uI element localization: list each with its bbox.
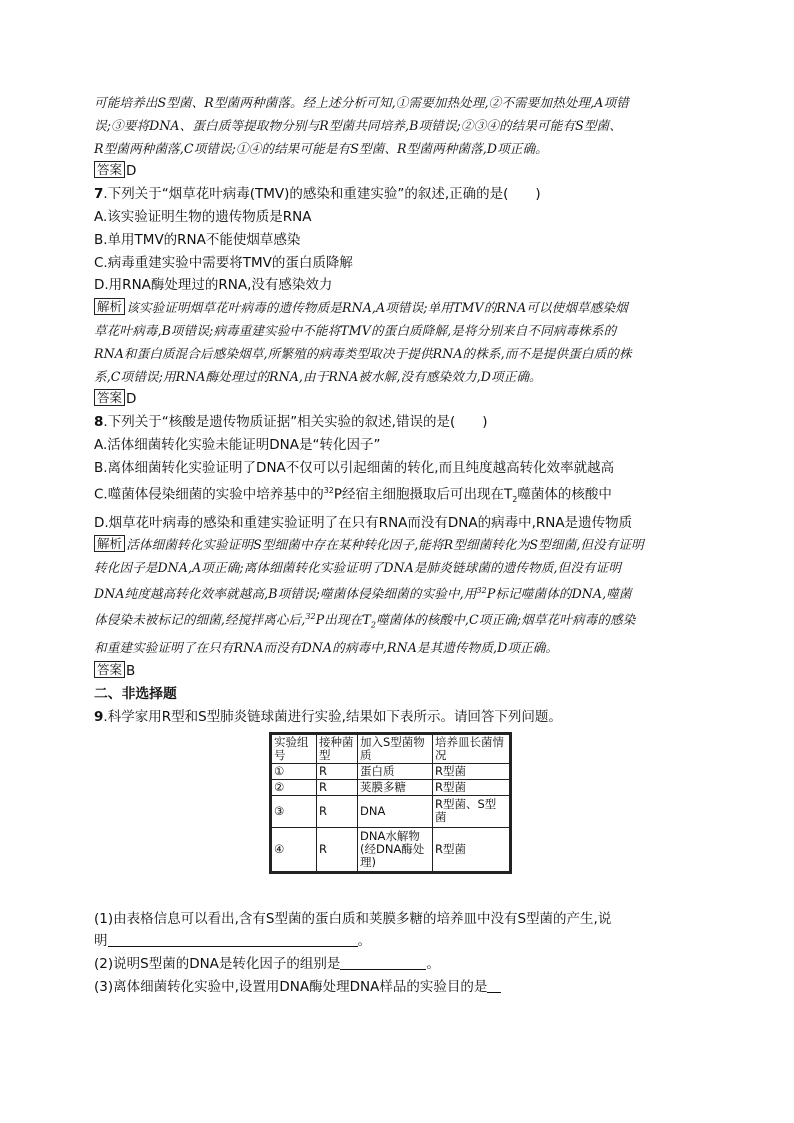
explanation-tag: 解析 — [94, 535, 125, 552]
q8-answer — [94, 660, 704, 683]
q7-explanation-line: 草花叶病毒,B项错误;病毒重建实验中不能将TMV的蛋白质降解,是将分别来自不同病毒株系的 — [94, 322, 617, 338]
table-row — [272, 763, 510, 779]
superscript: 32 — [476, 585, 487, 595]
table-header-cell: 加入S型菌物质 — [358, 734, 433, 763]
q9-sub1-continued — [94, 930, 704, 953]
answer-tag: 答案 — [94, 661, 125, 678]
table-row — [272, 827, 510, 871]
prev-explanation — [94, 92, 704, 160]
q7-option-d: D.用RNA酶处理过的RNA,没有感染效力 — [94, 277, 333, 294]
answer-blank[interactable] — [340, 955, 426, 970]
q8-explanation-line: 转化因子是DNA,A项正确;离体细菌转化实验证明了DNA是肺炎链球菌的遗传物质,但没有证明 — [94, 560, 622, 576]
q7-explanation-line — [94, 297, 704, 320]
q8-option-c — [94, 480, 704, 512]
table-cell: R — [317, 763, 358, 779]
q8-explanation-line — [94, 534, 704, 557]
table-cell: R型菌 — [433, 779, 510, 795]
section-heading: 二、非选择题 — [94, 686, 177, 702]
table-cell: ① — [272, 763, 317, 779]
q8-number: 8 — [94, 414, 104, 431]
q8-option-b: B.离体细菌转化实验证明了DNA不仅可以引起细菌的转化,而且纯度越高转化效率就越高 — [94, 459, 615, 476]
q8-option-d: D.烟草花叶病毒的感染和重建实验证明了在只有RNA而没有DNA的病毒中,RNA是遗传物质 — [94, 514, 633, 531]
q7-answer — [94, 388, 704, 411]
table-cell: DNA水解物(经DNA酶处理) — [358, 827, 433, 871]
explanation-text: DNA纯度越高转化效率就越高,B项错误;噬菌体侵染细菌的实验中,用 — [94, 586, 477, 602]
answer-blank[interactable] — [108, 932, 358, 947]
explanation-text: P标记噬菌体的DNA,噬菌 — [486, 586, 632, 602]
question-text: 。 — [357, 933, 371, 950]
q8-explanation-line: 和重建实验证明了在只有RNA而没有DNA的病毒中,RNA是其遗传物质,D项正确。 — [94, 640, 559, 656]
q8-explanation-line — [94, 580, 704, 606]
q9-sub2 — [94, 953, 704, 976]
table-cell: 荚膜多糖 — [358, 779, 433, 795]
explanation-line: 可能培养出S型菌、R型菌两种菌落。经上述分析可知,①需要加热处理,②不需要加热处理,A项错 — [94, 95, 629, 110]
q8-option-a: A.活体细菌转化实验未能证明DNA是“转化因子” — [94, 436, 381, 453]
explanation-text: 噬菌体的核酸中,C项正确;烟草花叶病毒的感染 — [376, 612, 636, 628]
q8-stem — [94, 411, 704, 434]
q9-sub1: (1)由表格信息可以看出,含有S型菌的蛋白质和荚膜多糖的培养皿中没有S型菌的产生,说 — [94, 910, 612, 927]
table-cell: R — [317, 779, 358, 795]
table-cell: 蛋白质 — [358, 763, 433, 779]
table-cell: ② — [272, 779, 317, 795]
explanation-text: P出现在T — [315, 612, 371, 628]
q9-sub3 — [94, 976, 704, 999]
table-header-cell: 接种菌型 — [317, 734, 358, 763]
table-row — [272, 795, 510, 827]
table-header-cell: 实验组号 — [272, 734, 317, 763]
q7-option-a: A.该实验证明生物的遗传物质是RNA — [94, 208, 312, 225]
q7-explanation-line: 系,C项错误;用RNA酶处理过的RNA,由于RNA被水解,没有感染效力,D项正确。 — [94, 368, 542, 384]
prev-answer — [94, 160, 704, 183]
q7-explanation-line: RNA和蛋白质混合后感染烟草,所繁殖的病毒类型取决于提供RNA的株系,而不是提供蛋白质的株 — [94, 345, 632, 361]
q7-option-b: B.单用TMV的RNA不能使烟草感染 — [94, 231, 301, 248]
table-row — [272, 779, 510, 795]
table-cell: R — [317, 795, 358, 827]
superscript: 32 — [323, 485, 334, 495]
explanation-line: R型菌两种菌落,C项错误;①④的结果可能是有S型菌、R型菌两种菌落,D项正确。 — [94, 140, 548, 156]
q9-stem-text: .科学家用R型和S型肺炎链球菌进行实验,结果如下表所示。请回答下列问题。 — [103, 708, 562, 725]
q7-option-c: C.病毒重建实验中需要将TMV的蛋白质降解 — [94, 254, 353, 271]
table-header-row — [272, 734, 510, 763]
answer-value: B — [126, 663, 136, 680]
answer-tag: 答案 — [94, 389, 125, 406]
table-cell: R型菌 — [433, 827, 510, 871]
table-cell: R型菌、S型菌 — [433, 795, 510, 827]
table-cell: ④ — [272, 827, 317, 871]
question-text: 明 — [94, 933, 108, 950]
subscript: 2 — [512, 494, 518, 504]
q7-number: 7 — [94, 186, 104, 203]
explanation-tag: 解析 — [94, 298, 125, 315]
subscript: 2 — [370, 620, 377, 630]
table-header-cell: 培养皿长菌情况 — [433, 734, 510, 763]
q9-stem — [94, 706, 704, 729]
q7-stem — [94, 183, 704, 206]
option-text: C.噬菌体侵染细菌的实验中培养基中的 — [94, 486, 324, 503]
table-cell: DNA — [358, 795, 433, 827]
q7-stem-text: .下列关于“烟草花叶病毒(TMV)的感染和重建实验”的叙述,正确的是( ) — [103, 186, 541, 203]
q8-stem-text: .下列关于“核酸是遗传物质证据”相关实验的叙述,错误的是( ) — [103, 414, 488, 431]
explanation-line: 误;③要将DNA、蛋白质等提取物分别与R型菌共同培养,B项错误;②③④的结果可能有S型菌、 — [94, 117, 622, 133]
q9-number: 9 — [94, 708, 104, 725]
table-cell: R型菌 — [433, 763, 510, 779]
answer-tag: 答案 — [94, 161, 125, 178]
answer-blank[interactable] — [487, 978, 501, 993]
q8-explanation-text: 活体细菌转化实验证明S型细菌中存在某种转化因子,能将R型细菌转化为S型细菌,但没有证明 — [126, 537, 644, 553]
option-text: P经宿主细胞摄取后可出现在T — [333, 486, 513, 503]
explanation-text: 体侵染未被标记的细菌,经搅拌离心后, — [94, 612, 306, 628]
answer-value: D — [126, 391, 137, 408]
document-page — [94, 92, 704, 999]
answer-value: D — [126, 163, 137, 180]
superscript: 32 — [305, 611, 316, 621]
table-cell: R — [317, 827, 358, 871]
q7-explanation-text: 该实验证明烟草花叶病毒的遗传物质是RNA,A项错误;单用TMV的RNA可以使烟草感染烟 — [126, 300, 628, 316]
question-text: 。 — [426, 956, 440, 973]
option-text: 噬菌体的核酸中 — [517, 486, 612, 503]
q8-explanation-line — [94, 606, 704, 638]
experiment-table — [269, 732, 512, 874]
table-cell: ③ — [272, 795, 317, 827]
question-text: (2)说明S型菌的DNA是转化因子的组别是 — [94, 956, 341, 973]
question-text: (3)离体细菌转化实验中,设置用DNA酶处理DNA样品的实验目的是 — [94, 978, 488, 995]
